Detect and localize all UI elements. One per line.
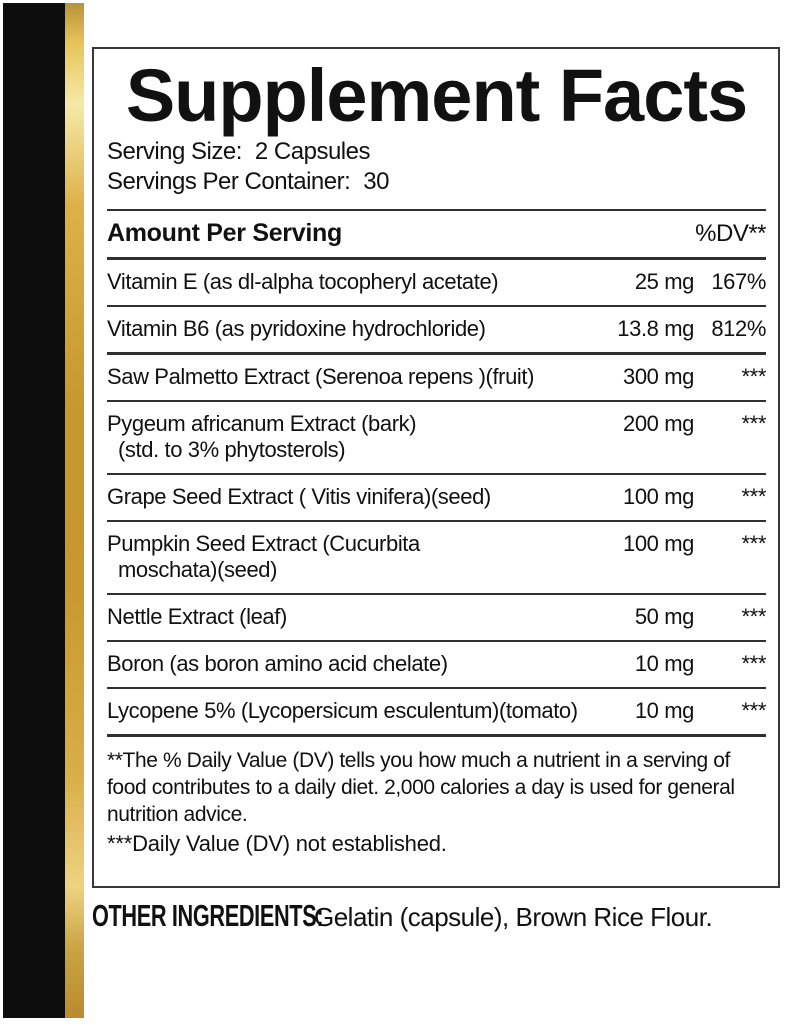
ingredient-dv: ***: [741, 531, 766, 556]
ingredient-name: Vitamin E (as dl-alpha tocopheryl acetate): [107, 269, 499, 294]
ingredient-dv: ***: [741, 364, 766, 389]
ingredient-name-line2: moschata)(seed): [118, 557, 278, 582]
ingredient-dv: ***: [741, 651, 766, 676]
table-row-saw-palmetto: [107, 355, 766, 400]
ingredient-dv: 167%: [711, 269, 766, 294]
footnotes-section: [107, 737, 766, 860]
ingredient-name-line2: (std. to 3% phytosterols): [118, 437, 346, 462]
other-ingredients-label: OTHER INGREDIENTS:: [92, 898, 324, 933]
ingredient-name-line1: Pygeum africanum Extract (bark): [107, 411, 417, 436]
table-row-vitamin-e: [107, 260, 766, 305]
other-ingredients-value: Gelatin (capsule), Brown Rice Flour.: [314, 902, 713, 932]
table-row-pygeum: [107, 402, 766, 473]
table-row-lycopene: [107, 689, 766, 734]
table-row-pumpkin-seed: [107, 522, 766, 593]
ingredient-amount: 300 mg: [623, 364, 694, 389]
ingredient-name: [107, 411, 589, 463]
ingredient-dv: 812%: [711, 316, 766, 341]
ingredient-name: Boron (as boron amino acid chelate): [107, 651, 448, 676]
ingredient-dv: ***: [741, 604, 766, 629]
table-row-grape-seed: [107, 475, 766, 520]
serving-size-label: Serving Size:: [107, 138, 242, 165]
ingredient-amount: 100 mg: [623, 531, 694, 556]
ingredient-amount: 10 mg: [634, 651, 694, 676]
table-row-nettle: [107, 595, 766, 640]
dv-footnote: **The % Daily Value (DV) tells you how much a nutrient in a serving of food contributes to a daily diet. 2,000 calories a day is used for general nutrition advice.: [107, 749, 735, 826]
amount-per-serving-header: [107, 211, 766, 257]
black-accent-bar: [3, 3, 65, 1018]
supplement-facts-panel: [92, 47, 780, 888]
ingredient-amount: 25 mg: [634, 269, 694, 294]
ingredient-name: Lycopene 5% (Lycopersicum esculentum)(tomato): [107, 698, 578, 723]
ingredient-amount: 10 mg: [634, 698, 694, 723]
serving-info: [107, 137, 766, 197]
ingredient-amount: 13.8 mg: [617, 316, 694, 341]
ingredient-amount: 100 mg: [623, 484, 694, 509]
table-row-vitamin-b6: [107, 307, 766, 352]
ingredient-amount: 200 mg: [623, 411, 694, 436]
ingredient-name: Saw Palmetto Extract (Serenoa repens )(fruit): [107, 364, 535, 389]
servings-per-container-value: 30: [363, 168, 389, 195]
serving-size-line: [107, 137, 766, 167]
ingredient-name: Vitamin B6 (as pyridoxine hydrochloride): [107, 316, 486, 341]
ingredient-name-line1: Pumpkin Seed Extract (Cucurbita: [107, 531, 420, 556]
gold-accent-stripe: [65, 3, 84, 1018]
ingredient-dv: ***: [741, 698, 766, 723]
ingredient-dv: ***: [741, 484, 766, 509]
servings-per-container-label: Servings Per Container:: [107, 168, 351, 195]
nde-footnote: ***Daily Value (DV) not established.: [107, 831, 447, 856]
other-ingredients-line: [92, 898, 788, 934]
amount-per-serving-label: Amount Per Serving: [107, 219, 342, 247]
servings-per-container-line: [107, 167, 766, 197]
serving-size-value: 2 Capsules: [254, 138, 370, 165]
ingredient-dv: ***: [741, 411, 766, 436]
other-ingredients-label-box: [92, 898, 324, 934]
ingredient-name: Grape Seed Extract ( Vitis vinifera)(seed): [107, 484, 491, 509]
table-row-boron: [107, 642, 766, 687]
ingredient-amount: 50 mg: [634, 604, 694, 629]
dv-header-label: %DV**: [695, 220, 766, 247]
ingredient-name: [107, 531, 589, 583]
ingredient-name: Nettle Extract (leaf): [107, 604, 287, 629]
panel-title: Supplement Facts: [125, 54, 748, 137]
